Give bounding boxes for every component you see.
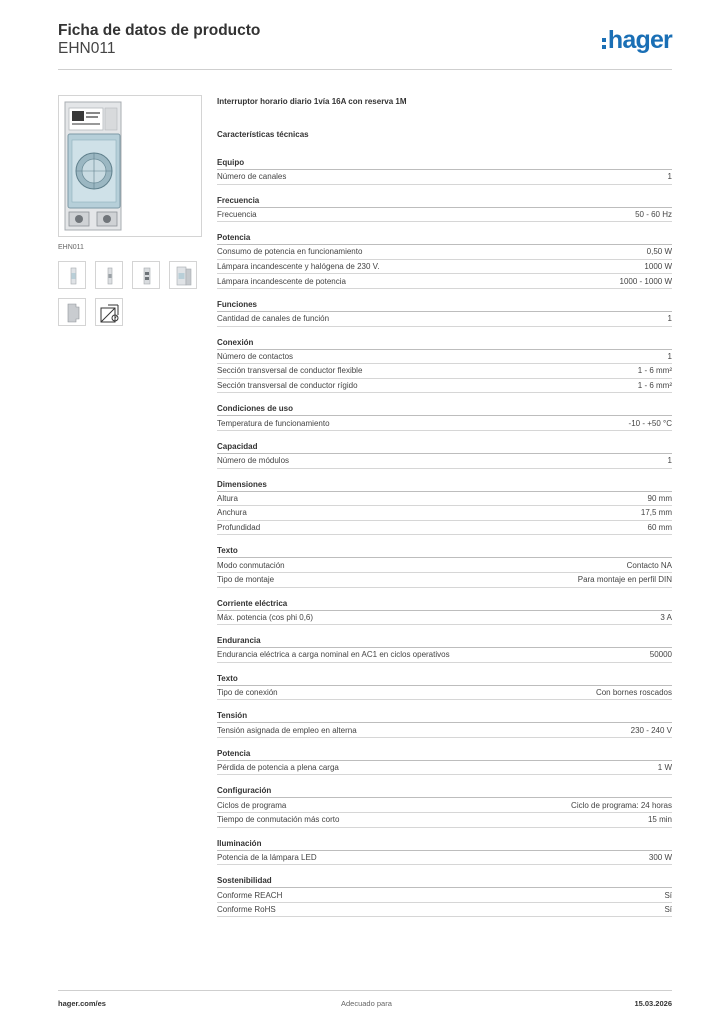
spec-row <box>217 245 672 260</box>
logo-text: hager <box>607 25 672 54</box>
spec-row <box>217 723 672 738</box>
spec-row <box>217 260 672 275</box>
spec-sections <box>217 156 672 917</box>
spec-label: Ciclos de programa <box>217 800 287 810</box>
spec-label: Lámpara incandescente y halógena de 230 V. <box>217 262 380 272</box>
spec-value: Para montaje en perfil DIN <box>577 575 672 585</box>
footer-suitable-for: Adecuado para <box>341 999 392 1008</box>
logo-dots-icon <box>602 38 606 49</box>
spec-row <box>217 798 672 813</box>
spec-section <box>217 672 672 701</box>
spec-value: 1 - 6 mm² <box>637 366 672 376</box>
product-code: EHN011 <box>58 40 116 57</box>
module-profile-icon <box>59 299 87 327</box>
section-title: Corriente eléctrica <box>217 597 672 611</box>
spec-value: 1 <box>667 351 672 361</box>
spec-row <box>217 611 672 626</box>
section-title: Condiciones de uso <box>217 402 672 416</box>
section-title: Potencia <box>217 231 672 245</box>
section-title: Funciones <box>217 298 672 312</box>
product-angle-icon <box>170 262 198 290</box>
spec-row <box>217 851 672 866</box>
spec-section <box>217 156 672 185</box>
spec-value: 1 <box>667 314 672 324</box>
spec-label: Frecuencia <box>217 209 257 219</box>
spec-value: 17,5 mm <box>640 508 672 518</box>
spec-row <box>217 686 672 701</box>
section-title: Endurancia <box>217 634 672 648</box>
spec-value: Sí <box>664 890 672 900</box>
spec-section <box>217 709 672 738</box>
spec-panel <box>217 95 672 926</box>
image-panel <box>58 95 208 326</box>
spec-row <box>217 573 672 588</box>
spec-value: 1 - 6 mm² <box>637 381 672 391</box>
spec-value: 50000 <box>649 650 672 660</box>
spec-value: 0,50 W <box>646 247 672 257</box>
spec-label: Pérdida de potencia a plena carga <box>217 763 339 773</box>
spec-label: Conforme REACH <box>217 890 283 900</box>
spec-section <box>217 874 672 917</box>
thumbnail-gallery <box>58 261 208 326</box>
section-title: Texto <box>217 544 672 558</box>
footer-website-link[interactable]: hager.com/es <box>58 999 106 1008</box>
spec-label: Anchura <box>217 508 247 518</box>
product-back-icon <box>133 262 161 290</box>
spec-label: Conforme RoHS <box>217 905 276 915</box>
section-title: Sostenibilidad <box>217 874 672 888</box>
spec-row <box>217 208 672 223</box>
section-title: Dimensiones <box>217 478 672 492</box>
section-title: Configuración <box>217 784 672 798</box>
spec-value: Sí <box>664 905 672 915</box>
section-title: Capacidad <box>217 440 672 454</box>
thumbnail-angle[interactable] <box>169 261 197 289</box>
spec-row <box>217 416 672 431</box>
spec-value: -10 - +50 °C <box>628 418 672 428</box>
spec-row <box>217 903 672 918</box>
thumbnail-side[interactable] <box>95 261 123 289</box>
section-title: Frecuencia <box>217 194 672 208</box>
spec-value: Ciclo de programa: 24 horas <box>571 800 672 810</box>
spec-row <box>217 648 672 663</box>
page-title: Ficha de datos de producto <box>58 22 261 39</box>
spec-section <box>217 634 672 663</box>
spec-label: Número de contactos <box>217 351 294 361</box>
section-title: Tensión <box>217 709 672 723</box>
spec-section <box>217 747 672 776</box>
spec-section <box>217 298 672 327</box>
spec-label: Altura <box>217 493 238 503</box>
spec-label: Tipo de conexión <box>217 687 278 697</box>
spec-section <box>217 597 672 626</box>
spec-value: 15 min <box>647 815 672 825</box>
footer-date: 15.03.2026 <box>634 999 672 1008</box>
spec-value: Con bornes roscados <box>595 687 672 697</box>
spec-row <box>217 274 672 289</box>
product-photo[interactable] <box>58 95 202 237</box>
thumbnail-wiring[interactable] <box>95 298 123 326</box>
spec-label: Sección transversal de conductor rígido <box>217 381 358 391</box>
spec-label: Endurancia eléctrica a carga nominal en AC1 en ciclos operativos <box>217 650 450 660</box>
spec-value: Contacto NA <box>626 560 672 570</box>
section-title: Texto <box>217 672 672 686</box>
spec-section <box>217 784 672 827</box>
spec-row <box>217 312 672 327</box>
spec-value: 60 mm <box>647 523 672 533</box>
spec-label: Máx. potencia (cos phi 0,6) <box>217 612 314 622</box>
spec-label: Potencia de la lámpara LED <box>217 852 317 862</box>
spec-row <box>217 761 672 776</box>
spec-label: Número de canales <box>217 172 287 182</box>
spec-section <box>217 402 672 431</box>
spec-row <box>217 170 672 185</box>
wiring-diagram-icon <box>96 299 124 327</box>
spec-value: 1 <box>667 456 672 466</box>
spec-row <box>217 492 672 507</box>
section-title: Equipo <box>217 156 672 170</box>
product-side-icon <box>96 262 124 290</box>
spec-row <box>217 888 672 903</box>
timer-switch-icon <box>63 100 125 232</box>
product-title: Interruptor horario diario 1vía 16A con reserva 1M <box>217 97 407 106</box>
spec-section <box>217 440 672 469</box>
photo-caption: EHN011 <box>58 244 84 251</box>
spec-row <box>217 350 672 365</box>
spec-heading: Características técnicas <box>217 130 309 139</box>
spec-value: 1 <box>667 172 672 182</box>
spec-label: Sección transversal de conductor flexible <box>217 366 363 376</box>
thumbnail-front[interactable] <box>58 261 86 289</box>
spec-section <box>217 336 672 394</box>
page-header <box>58 22 672 70</box>
spec-row <box>217 521 672 536</box>
spec-label: Tensión asignada de empleo en alterna <box>217 725 357 735</box>
spec-section <box>217 837 672 866</box>
page-footer <box>58 990 672 1010</box>
spec-value: 230 - 240 V <box>630 725 672 735</box>
section-title: Potencia <box>217 747 672 761</box>
spec-label: Profundidad <box>217 523 261 533</box>
spec-label: Cantidad de canales de función <box>217 314 330 324</box>
spec-row <box>217 454 672 469</box>
spec-row <box>217 813 672 828</box>
section-title: Conexión <box>217 336 672 350</box>
thumbnail-module[interactable] <box>58 298 86 326</box>
spec-label: Número de módulos <box>217 456 290 466</box>
spec-section <box>217 544 672 587</box>
spec-value: 300 W <box>648 852 672 862</box>
spec-row <box>217 364 672 379</box>
spec-section <box>217 478 672 536</box>
spec-value: 3 A <box>660 612 672 622</box>
spec-row <box>217 558 672 573</box>
spec-label: Tiempo de conmutación más corto <box>217 815 340 825</box>
spec-value: 1000 - 1000 W <box>619 276 672 286</box>
spec-label: Temperatura de funcionamiento <box>217 418 330 428</box>
spec-value: 90 mm <box>647 493 672 503</box>
spec-value: 1 W <box>657 763 672 773</box>
thumbnail-back[interactable] <box>132 261 160 289</box>
spec-label: Modo conmutación <box>217 560 285 570</box>
spec-value: 50 - 60 Hz <box>635 209 672 219</box>
product-front-icon <box>59 262 87 290</box>
hager-logo <box>602 27 672 53</box>
spec-label: Tipo de montaje <box>217 575 275 585</box>
spec-label: Lámpara incandescente de potencia <box>217 276 346 286</box>
spec-section <box>217 231 672 289</box>
spec-value: 1000 W <box>644 262 672 272</box>
spec-section <box>217 194 672 223</box>
spec-row <box>217 506 672 521</box>
section-title: Iluminación <box>217 837 672 851</box>
spec-label: Consumo de potencia en funcionamiento <box>217 247 363 257</box>
spec-row <box>217 379 672 394</box>
